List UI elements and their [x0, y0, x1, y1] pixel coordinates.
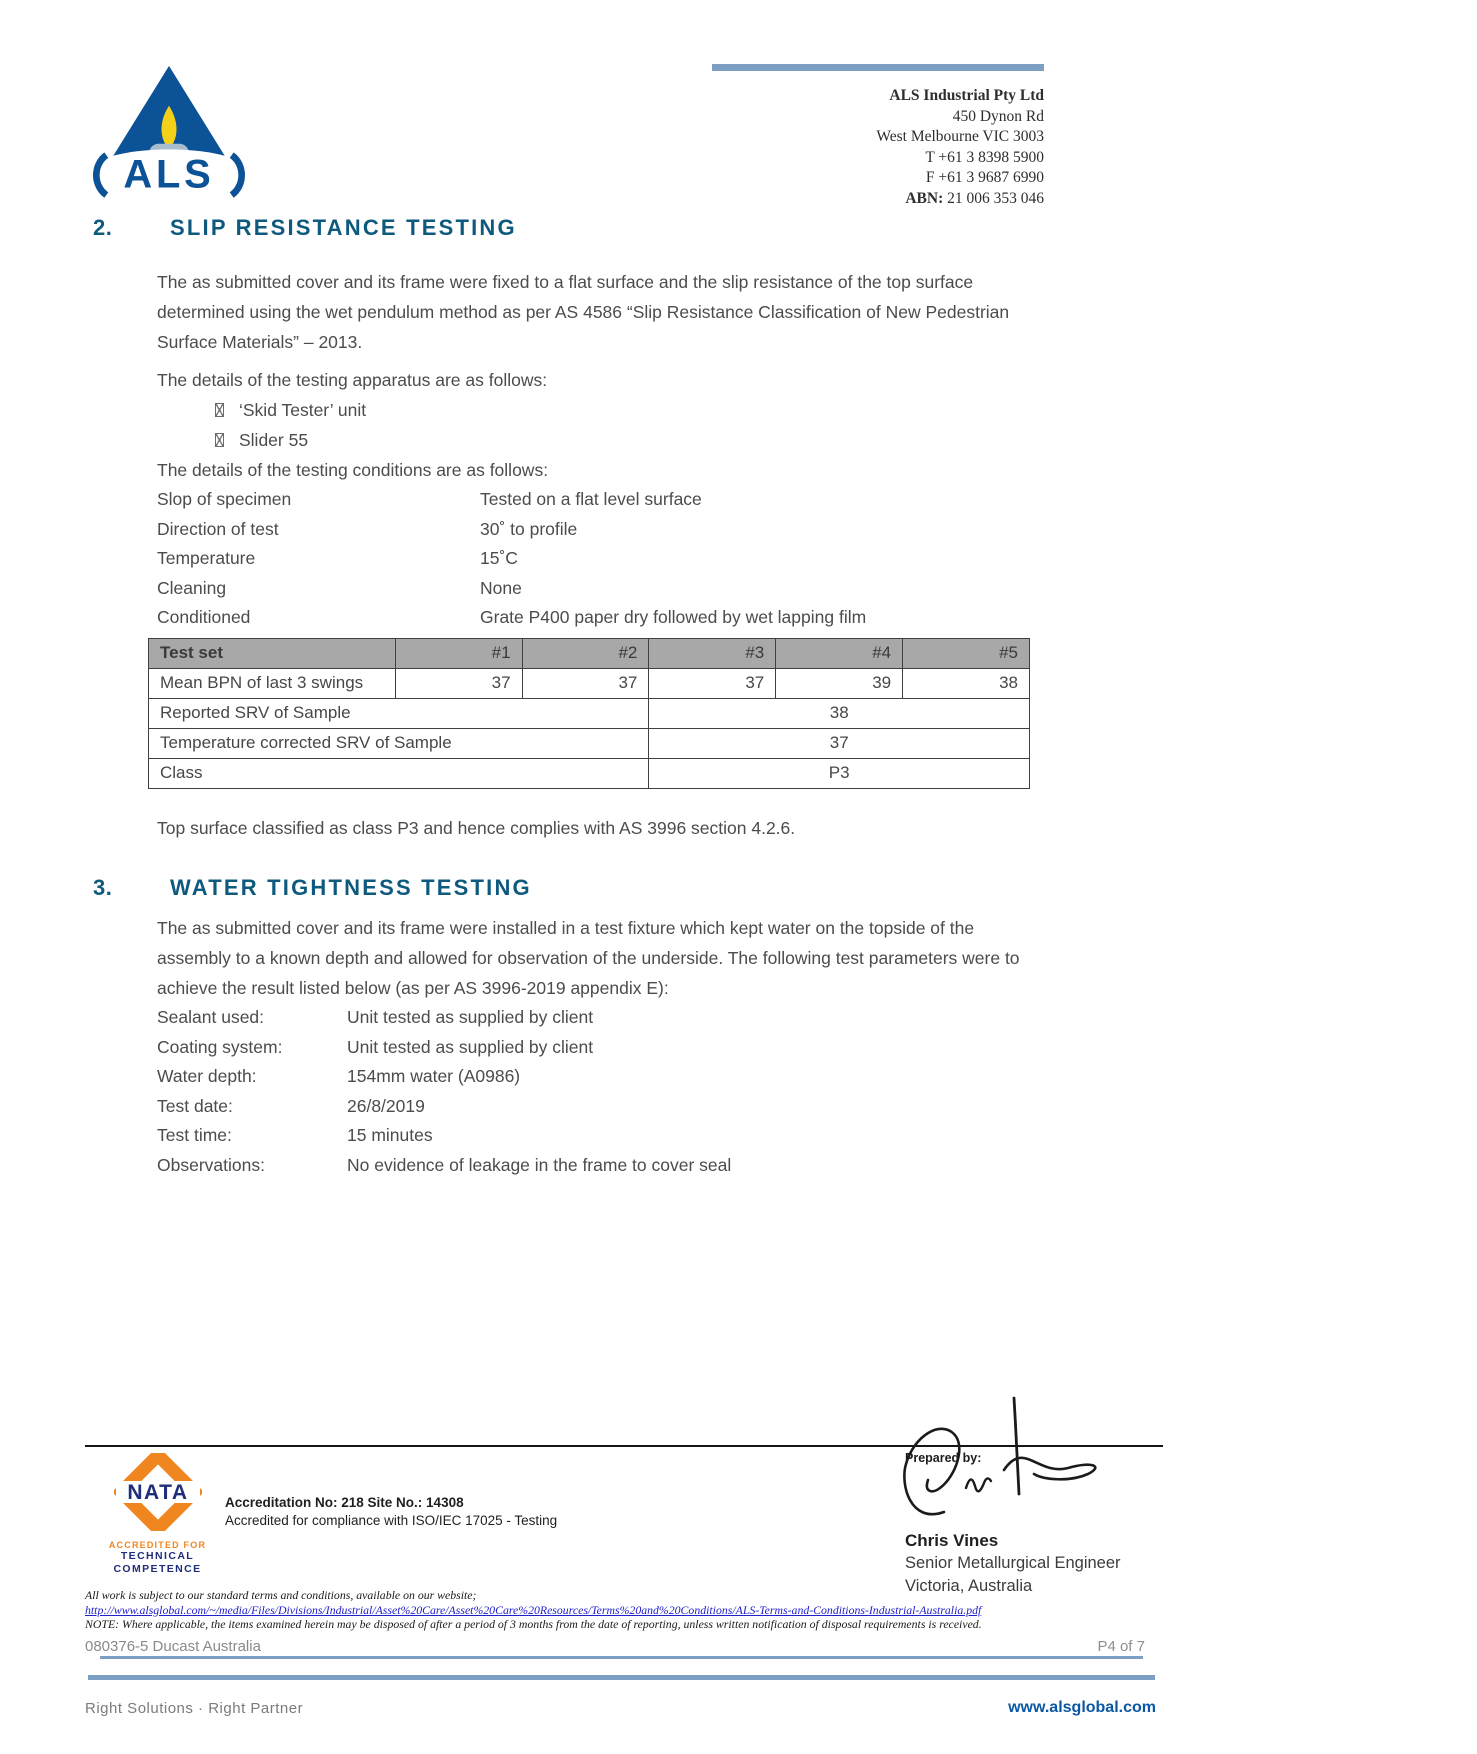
apparatus-item: Slider 55 [239, 430, 309, 450]
site-number: Site No.: 14308 [367, 1495, 464, 1510]
als-logo-text: ALS [123, 152, 215, 197]
table-header-cell: #5 [903, 638, 1030, 668]
table-header-cell: #1 [395, 638, 522, 668]
website-link[interactable]: www.alsglobal.com [1008, 1699, 1156, 1716]
note-line: NOTE: Where applicable, the items examined herein may be disposed of after a period of 3 months from the date of reporting, unless written notification of disposal requirements is received. [85, 1617, 982, 1631]
bpn-value: 37 [395, 668, 522, 698]
phone-line: T +61 3 8398 5900 [925, 148, 1044, 166]
parameter-row [157, 1062, 1043, 1092]
parameter-value: Unit tested as supplied by client [347, 1036, 594, 1057]
condition-value: Grate P400 paper dry followed by wet lapping film [480, 607, 867, 628]
parameter-row [157, 1092, 1043, 1122]
row-label: Mean BPN of last 3 swings [149, 668, 396, 698]
parameter-row [157, 1151, 1043, 1181]
terms-line: All work is subject to our standard terms and conditions, available on our website; [85, 1588, 477, 1602]
parameter-value: No evidence of leakage in the frame to cover seal [347, 1154, 732, 1175]
nata-logo-text: NATA [126, 1481, 189, 1504]
parameter-value: 15 minutes [347, 1125, 433, 1146]
parameter-label: Test date: [157, 1095, 233, 1116]
signatory-location: Victoria, Australia [905, 1577, 1033, 1595]
condition-label: Direction of test [157, 518, 279, 539]
nata-technical: TECHNICAL [120, 1550, 195, 1562]
bpn-value: 38 [903, 668, 1030, 698]
row-label: Temperature corrected SRV of Sample [149, 728, 649, 758]
fine-print [85, 1588, 1165, 1632]
parameter-row [157, 1003, 1043, 1033]
parameter-row [157, 1121, 1043, 1151]
footer-rule-thick [88, 1675, 1155, 1680]
parameter-label: Coating system: [157, 1036, 283, 1057]
letterhead [712, 64, 1044, 210]
table-row [149, 728, 1030, 758]
page-number: P4 of 7 [1097, 1638, 1145, 1655]
table-header-cell: Test set [149, 638, 396, 668]
parameter-value: 154mm water (A0986) [347, 1066, 521, 1087]
section-2-title: SLIP RESISTANCE TESTING [170, 215, 517, 240]
signatory-name: Chris Vines [905, 1531, 999, 1550]
bpn-value: 37 [649, 668, 776, 698]
main-content [93, 215, 1043, 1181]
section-3-heading [93, 875, 1043, 905]
section-2-intro: The as submitted cover and its frame were fixed to a flat surface and the slip resistance of the top surface determined using the wet pendulum method as per AS 4586 “Slip Resistance Classification of New Pedestrian Surface Materials” – 2013. [157, 272, 1010, 352]
condition-value: 15˚C [480, 548, 518, 569]
parameter-value: Unit tested as supplied by client [347, 1006, 594, 1027]
table-row [149, 758, 1030, 788]
section-3-title: WATER TIGHTNESS TESTING [170, 874, 532, 900]
nata-competence: COMPETENCE [113, 1563, 202, 1575]
header-rule [712, 64, 1044, 71]
footer-rule-thin [100, 1656, 1143, 1659]
condition-label: Cleaning [157, 577, 227, 598]
bpn-value: 39 [776, 668, 903, 698]
table-row [149, 668, 1030, 698]
condition-label: Conditioned [157, 607, 251, 628]
condition-value: None [480, 577, 522, 598]
address-line: 450 Dynon Rd [952, 107, 1044, 125]
parameter-label: Observations: [157, 1154, 265, 1175]
address-line: West Melbourne VIC 3003 [876, 128, 1044, 146]
section-3-number: 3. [93, 874, 113, 900]
accreditation-compliance: Accredited for compliance with ISO/IEC 17025 - Testing [225, 1513, 558, 1528]
document-id: 080376-5 Ducast Australia [85, 1638, 261, 1655]
conditions-heading: The details of the testing conditions are as follows: [157, 460, 549, 480]
condition-row [157, 574, 1043, 604]
row-value: P3 [649, 758, 1030, 788]
parameter-row [157, 1033, 1043, 1063]
abn-value: 21 006 353 046 [943, 189, 1044, 207]
missing-glyph-icon [215, 433, 224, 447]
condition-label: Temperature [157, 548, 256, 569]
nata-logo [95, 1453, 220, 1576]
section-2-conclusion: Top surface classified as class P3 and hence complies with AS 3996 section 4.2.6. [157, 817, 796, 838]
abn-line [712, 189, 1044, 210]
condition-row [157, 603, 1043, 633]
tagline: Right Solutions · Right Partner [85, 1700, 304, 1717]
list-item [215, 425, 1043, 455]
table-header-cell: #4 [776, 638, 903, 668]
parameter-label: Water depth: [157, 1066, 257, 1087]
apparatus-item: ‘Skid Tester’ unit [239, 400, 367, 420]
table-header-cell: #3 [649, 638, 776, 668]
bpn-value: 37 [522, 668, 649, 698]
table-row [149, 698, 1030, 728]
row-label: Class [149, 758, 649, 788]
section-3-intro: The as submitted cover and its frame were installed in a test fixture which kept water on the topside of the assembly to a known depth and allowed for observation of the underside. The following test parameters were to achieve the result listed below (as per AS 3996-2019 appendix E): [157, 917, 1020, 998]
accreditation-number: Accreditation No: 218 [225, 1495, 368, 1510]
company-name: ALS Industrial Pty Ltd [889, 87, 1044, 104]
condition-row [157, 485, 1043, 515]
missing-glyph-icon [215, 403, 224, 417]
slip-resistance-table [148, 638, 1030, 789]
condition-value: Tested on a flat level surface [480, 489, 702, 509]
prepared-by-label: Prepared by: [905, 1451, 982, 1465]
row-label: Reported SRV of Sample [149, 698, 649, 728]
condition-row [157, 515, 1043, 545]
condition-label: Slop of specimen [157, 489, 292, 509]
section-2-number: 2. [93, 215, 113, 240]
terms-link[interactable]: http://www.alsglobal.com/~/media/Files/Divisions/Industrial/Asset%20Care/Asset%20Care%20Resources/Terms%20and%20Conditions/ALS-Terms-and-Conditions-Industrial-Australia.pdf [85, 1602, 982, 1617]
fax-line: F +61 3 9687 6990 [925, 169, 1044, 187]
parameter-label: Sealant used: [157, 1006, 265, 1027]
row-value: 38 [649, 698, 1030, 728]
condition-row [157, 544, 1043, 574]
section-2-heading [93, 215, 1043, 245]
table-header-row [149, 638, 1030, 668]
row-value: 37 [649, 728, 1030, 758]
table-header-cell: #2 [522, 638, 649, 668]
parameter-label: Test time: [157, 1125, 232, 1146]
nata-diamond-icon [114, 1453, 202, 1531]
condition-value: 30˚ to profile [480, 518, 578, 539]
nata-accredited-for: ACCREDITED FOR [108, 1540, 207, 1550]
list-item [215, 395, 1043, 425]
parameter-value: 26/8/2019 [347, 1095, 425, 1116]
accreditation-block [225, 1494, 557, 1530]
als-logo [74, 60, 264, 198]
signatory-title: Senior Metallurgical Engineer [905, 1554, 1121, 1572]
apparatus-heading: The details of the testing apparatus are as follows: [157, 370, 548, 390]
abn-label: ABN: [905, 189, 944, 207]
